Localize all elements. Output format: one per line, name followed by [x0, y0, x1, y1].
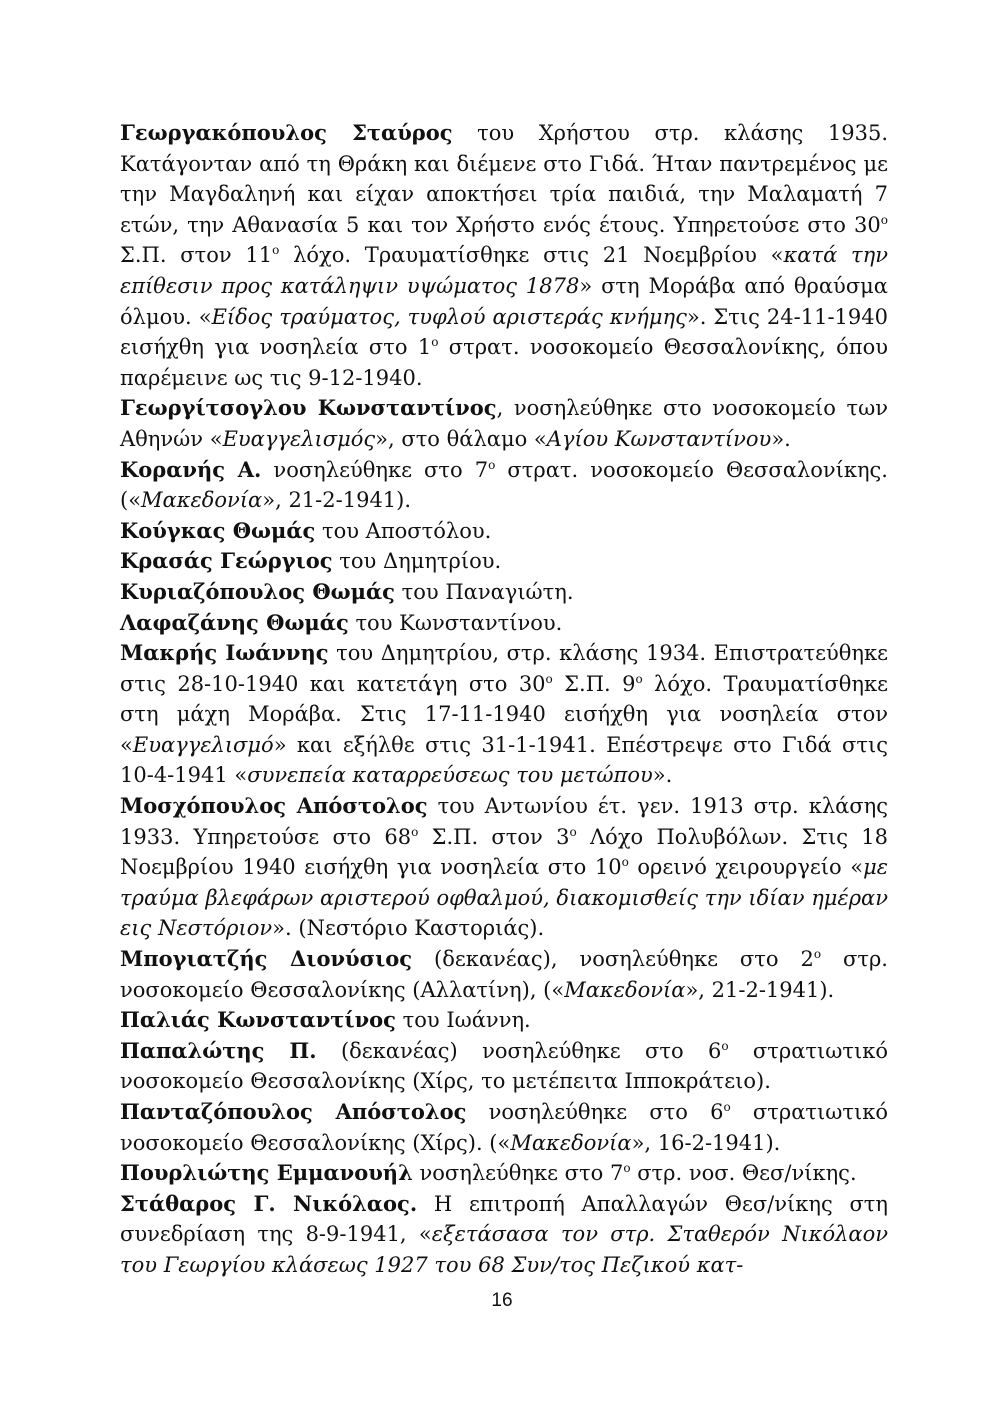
entry-name: Στάθαρος Γ. Νικόλαος.	[120, 1190, 418, 1216]
entry-text: Σ.Π. στον 3	[418, 824, 570, 849]
ordinal-superscript: ο	[721, 1038, 729, 1053]
entry-text: , νοσηλεύθηκε στο νοσοκομείο των Αθηνών «	[120, 396, 888, 451]
entry-paragraph	[120, 118, 888, 393]
entry-name: Κορανής Α.	[120, 456, 262, 482]
entry-text: », στο θάλαμο «	[375, 426, 547, 451]
entry-text: νοσηλεύθηκε στο 7	[412, 1161, 624, 1186]
entry-text: » και εξήλθε στις 31-1-1941. Επέστρεψε στο Γιδά στις 10-4-1941 «	[120, 732, 888, 788]
entry-name: Κυριαζόπουλος Θωμάς	[120, 578, 395, 604]
entry-text: νοσηλεύθηκε στο 6	[466, 1100, 724, 1124]
entry-paragraph	[120, 608, 888, 639]
entry-text: ».	[652, 763, 673, 788]
entry-text: λόχο. Τραυματίσθηκε στη μάχη Μοράβα. Στις 17-11-1940 εισήχθη για νοσηλεία στον «	[120, 671, 888, 757]
entry-text: », 21-2-1941).	[262, 488, 412, 513]
entry-text: στρατ. νοσοκομείο Θεσσαλονίκης. («	[120, 457, 888, 513]
entry-name: Πανταζόπουλος Απόστολος	[120, 1099, 467, 1124]
entry-quote: εξετάσασα τον στρ. Σταθερόν Νικόλαον του Γεωργίου κλάσεως 1927 του 68 Συν/τος Πεζικού κατ-	[120, 1222, 889, 1277]
entry-text: », 16-2-1941).	[631, 1130, 781, 1155]
entry-name: Γεωργακόπουλος Σταύρος	[120, 120, 453, 145]
entry-text: στρατιωτικό νοσοκομείο Θεσσαλονίκης (Χίρς). («	[120, 1100, 889, 1155]
entry-text: ». Στις 24-11-1940 εισήχθη για νοσηλεία στο 1	[120, 304, 888, 360]
entry-paragraph	[120, 791, 888, 944]
ordinal-superscript: ο	[272, 243, 280, 258]
entry-text: στρ. νοσοκομείο Θεσσαλονίκης (Αλλατίνη), («	[120, 947, 888, 1002]
entry-text: ».	[771, 426, 791, 451]
entry-paragraph	[120, 577, 888, 608]
entry-name: Μοσχόπουλος Απόστολος	[120, 793, 428, 819]
entry-text: Σ.Π. 9	[552, 671, 636, 696]
entry-name: Παπαλώτης Π.	[120, 1037, 317, 1063]
ordinal-superscript: ο	[569, 824, 577, 839]
ordinal-superscript: ο	[488, 457, 496, 472]
entry-quote: συνεπεία καταρρεύσεως του μετώπου	[247, 763, 653, 788]
entry-quote: Μακεδονία	[510, 1130, 632, 1155]
entry-text: του Αποστόλου.	[315, 518, 492, 543]
entry-paragraph	[120, 516, 888, 547]
entry-paragraph	[120, 1005, 888, 1036]
ordinal-superscript: ο	[431, 335, 439, 350]
entry-name: Παλιάς Κωνσταντίνος	[120, 1007, 396, 1033]
entry-paragraph	[120, 944, 888, 1005]
entry-text: στρ. νοσ. Θεσ/νίκης.	[630, 1161, 857, 1186]
entry-text: ορεινό χειρουργείο «	[628, 855, 864, 880]
entry-text: (δεκανέας) νοσηλεύθηκε στο 6	[316, 1038, 722, 1063]
ordinal-superscript: ο	[723, 1100, 731, 1114]
entry-name: Μακρής Ιωάννης	[120, 640, 329, 666]
entry-quote: Είδος τραύματος, τυφλού αριστεράς κνήμης	[211, 304, 687, 329]
entry-text: του Κωνσταντίνου.	[348, 610, 563, 635]
ordinal-superscript: ο	[621, 855, 629, 870]
page-number: 16	[491, 1290, 513, 1311]
ordinal-superscript: ο	[880, 212, 888, 227]
entry-paragraph	[120, 1189, 888, 1281]
entry-text: (δεκανέας), νοσηλεύθηκε στο 2	[412, 947, 814, 972]
entry-text: του Δημητρίου.	[332, 549, 502, 574]
entry-quote: Μακεδονία	[141, 488, 263, 513]
entry-paragraph	[120, 638, 888, 791]
ordinal-superscript: ο	[411, 824, 419, 839]
entry-paragraph	[120, 1036, 888, 1097]
entry-text: » στη Μοράβα από θραύσμα όλμου. «	[120, 273, 888, 329]
entry-text: Λόχο Πολυβόλων. Στις 18 Νοεμβρίου 1940 εισήχθη για νοσηλεία στο 10	[120, 824, 888, 880]
entry-paragraph	[120, 546, 888, 577]
entry-text: του Δημητρίου, στρ. κλάσης 1934. Επιστρατεύθηκε στις 28-10-1940 και κατετάγη στο 30	[120, 641, 889, 696]
entry-text: στρατιωτικό νοσοκομείο Θεσσαλονίκης (Χίρς, το μετέπειτα Ιπποκράτειο).	[120, 1038, 888, 1094]
entry-text: του Χρήστου στρ. κλάσης 1935. Κατάγονταν από τη Θράκη και διέμενε στο Γιδά. Ήταν παντρεμένος με την Μαγδαληνή και είχαν αποκτήσει τρία παιδιά, την Μαλαματή 7 ετών, την Αθανασία 5 και τον Χρήστο ενός έτους. Υπηρετούσε στο 30	[120, 121, 889, 237]
entry-name: Κρασάς Γεώργιος	[120, 548, 333, 574]
entry-text: Η επιτροπή Απαλλαγών Θεσ/νίκης στη συνεδρίαση της 8-9-1941, «	[120, 1191, 889, 1247]
body-text	[120, 118, 888, 1281]
entry-text: του Αντωνίου έτ. γεν. 1913 στρ. κλάσης 1933. Υπηρετούσε στο 68	[120, 794, 888, 849]
entry-text: λόχο. Τραυματίσθηκε στις 21 Νοεμβρίου «	[279, 243, 784, 268]
entry-paragraph	[120, 1097, 888, 1158]
entry-text: του Παναγιώτη.	[394, 579, 574, 604]
entry-text: του Ιωάννη.	[395, 1008, 531, 1033]
entry-text: », 21-2-1941).	[685, 977, 835, 1002]
entry-name: Λαφαζάνης Θωμάς	[120, 609, 349, 635]
entry-quote: Αγίου Κωνσταντίνου	[546, 426, 772, 451]
entry-paragraph	[120, 1158, 888, 1189]
entry-text: νοσηλεύθηκε στο 7	[261, 457, 489, 482]
entry-quote: με τραύμα βλεφάρων αριστερού οφθαλμού, διακομισθείς την ιδίαν ημέραν εις Νεστόριον	[120, 855, 888, 941]
entry-quote: Μακεδονία	[564, 977, 686, 1002]
entry-name: Μπογιατζής Διονύσιος	[120, 946, 413, 972]
entry-text: στρατ. νοσοκομείο Θεσσαλονίκης, όπου παρέμεινε ως τις 9-12-1940.	[120, 335, 888, 390]
entry-name: Γεωργίτσογλου Κωνσταντίνος	[120, 395, 497, 421]
ordinal-superscript: ο	[813, 947, 822, 962]
entry-paragraph	[120, 455, 888, 516]
entry-quote: κατά την επίθεσιν προς κατάληψιν υψώματος 1878	[120, 243, 888, 298]
entry-quote: Ευαγγελισμό	[132, 732, 274, 757]
entry-name: Πουρλιώτης Εμμανουήλ	[120, 1160, 413, 1186]
entry-text: Σ.Π. στον 11	[120, 243, 273, 268]
ordinal-superscript: ο	[545, 671, 553, 686]
ordinal-superscript: ο	[623, 1161, 631, 1176]
entry-paragraph	[120, 393, 888, 454]
entry-text: ». (Νεστόριο Καστοριάς).	[272, 916, 545, 941]
entry-name: Κούγκας Θωμάς	[120, 517, 316, 543]
ordinal-superscript: ο	[635, 671, 643, 686]
entry-quote: Ευαγγελισμός	[222, 426, 376, 451]
